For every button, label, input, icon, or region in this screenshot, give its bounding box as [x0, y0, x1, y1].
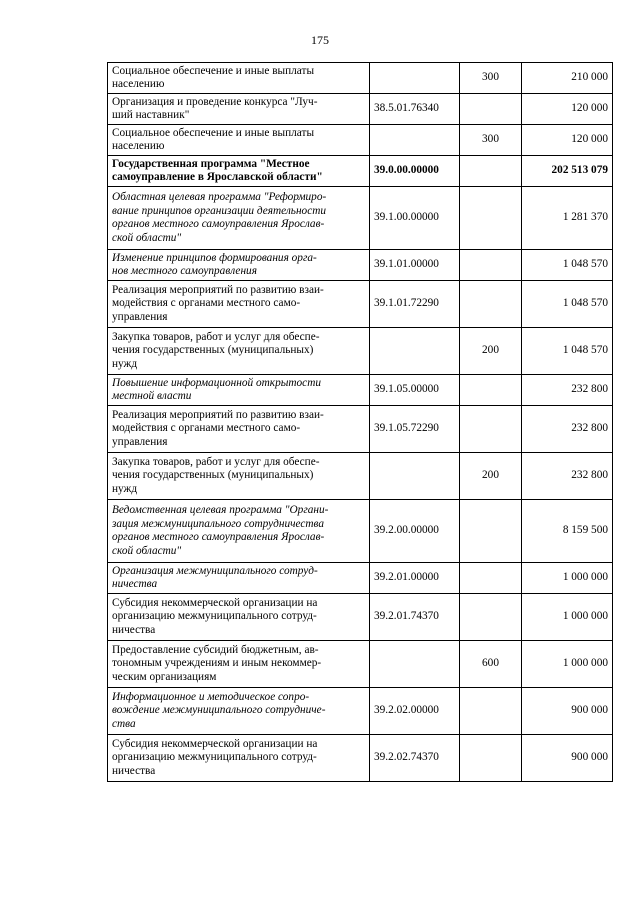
item-name-cell: [108, 281, 370, 328]
item-name-line: зация межмуниципального сотрудничества: [112, 517, 325, 530]
item-name-cell: [108, 594, 370, 641]
amount-cell: 232 800: [522, 406, 613, 453]
item-name-cell: [108, 125, 370, 156]
item-name-line: местной власти: [112, 390, 192, 402]
target-article-code-cell: 39.2.01.00000: [370, 563, 460, 594]
expense-type-cell: [460, 406, 522, 453]
target-article-code-cell: [370, 125, 460, 156]
expense-type-cell: [460, 375, 522, 406]
item-name-line: чения государственных (муниципальных): [112, 344, 314, 357]
table-row: [108, 187, 613, 250]
item-name-line: нов местного самоуправления: [112, 265, 257, 277]
expense-type-cell: [460, 281, 522, 328]
table-row: [108, 594, 613, 641]
amount-cell: 900 000: [522, 688, 613, 735]
item-name-cell: [108, 735, 370, 782]
expense-type-cell: 300: [460, 125, 522, 156]
item-name-line: управления: [112, 435, 168, 448]
target-article-code-cell: 39.1.05.72290: [370, 406, 460, 453]
item-name-line: нужд: [112, 482, 138, 495]
target-article-code-cell: 39.1.01.72290: [370, 281, 460, 328]
item-name-line: Реализация мероприятий по развитию взаи-: [112, 283, 324, 296]
item-name-line: ший наставник": [112, 109, 190, 121]
expense-type-cell: [460, 250, 522, 281]
item-name-line: ства: [112, 717, 136, 730]
item-name-cell: [108, 375, 370, 406]
table-row: [108, 688, 613, 735]
table-row: [108, 735, 613, 782]
amount-cell: 1 048 570: [522, 328, 613, 375]
item-name-cell: [108, 63, 370, 94]
amount-cell: 232 800: [522, 375, 613, 406]
item-name-line: Повышение информационной открытости: [112, 376, 322, 389]
page-number: 175: [311, 33, 329, 47]
budget-table-body: [108, 63, 613, 782]
expense-type-cell: 300: [460, 63, 522, 94]
item-name-line: Изменение принципов формирования орга-: [112, 251, 317, 264]
item-name-line: Социальное обеспечение и иные выплаты: [112, 64, 315, 77]
amount-cell: 1 000 000: [522, 563, 613, 594]
item-name-line: ничества: [112, 623, 156, 636]
target-article-code-cell: 39.2.02.00000: [370, 688, 460, 735]
expense-type-cell: [460, 94, 522, 125]
target-article-code-cell: [370, 328, 460, 375]
expense-type-cell: 200: [460, 453, 522, 500]
table-row: [108, 281, 613, 328]
item-name-cell: [108, 328, 370, 375]
expense-type-cell: 200: [460, 328, 522, 375]
expense-type-cell: 600: [460, 641, 522, 688]
table-row: [108, 156, 613, 187]
item-name-line: Информационное и методическое сопро-: [112, 690, 310, 703]
target-article-code-cell: [370, 453, 460, 500]
item-name-line: чения государственных (муниципальных): [112, 469, 314, 482]
item-name-line: нужд: [112, 357, 138, 370]
amount-cell: 1 000 000: [522, 594, 613, 641]
item-name-line: самоуправление в Ярославской области": [112, 171, 323, 183]
item-name-line: ской области": [112, 231, 182, 244]
table-row: [108, 250, 613, 281]
item-name-line: организацию межмуниципального сотруд-: [112, 610, 317, 623]
item-name-line: населению: [112, 78, 165, 90]
table-row: [108, 375, 613, 406]
amount-cell: 120 000: [522, 94, 613, 125]
amount-cell: 120 000: [522, 125, 613, 156]
target-article-code-cell: [370, 641, 460, 688]
item-name-cell: [108, 406, 370, 453]
item-name-line: Организация и проведение конкурса "Луч-: [112, 95, 318, 108]
expense-type-cell: [460, 156, 522, 187]
item-name-cell: [108, 563, 370, 594]
target-article-code-cell: 39.1.01.00000: [370, 250, 460, 281]
item-name-line: управления: [112, 310, 168, 323]
item-name-line: органов местного самоуправления Ярослав-: [112, 218, 325, 230]
expense-type-cell: [460, 594, 522, 641]
table-row: [108, 453, 613, 500]
amount-cell: 210 000: [522, 63, 613, 94]
item-name-line: Субсидия некоммерческой организации на: [112, 596, 318, 609]
item-name-cell: [108, 453, 370, 500]
table-row: [108, 641, 613, 688]
item-name-cell: [108, 94, 370, 125]
expense-type-cell: [460, 735, 522, 782]
target-article-code-cell: 39.2.02.74370: [370, 735, 460, 782]
target-article-code-cell: 38.5.01.76340: [370, 94, 460, 125]
table-row: [108, 94, 613, 125]
amount-cell: 8 159 500: [522, 500, 613, 563]
item-name-cell: [108, 500, 370, 563]
item-name-line: Закупка товаров, работ и услуг для обеспе-: [112, 330, 320, 343]
item-name-line: модействия с органами местного само-: [112, 297, 301, 310]
amount-cell: 1 048 570: [522, 250, 613, 281]
expense-type-cell: [460, 563, 522, 594]
amount-cell: 900 000: [522, 735, 613, 782]
item-name-line: Субсидия некоммерческой организации на: [112, 737, 318, 750]
item-name-line: модействия с органами местного само-: [112, 422, 301, 435]
item-name-cell: [108, 156, 370, 187]
item-name-line: населению: [112, 140, 165, 152]
item-name-line: ческим организациям: [112, 670, 217, 683]
item-name-line: органов местного самоуправления Ярослав-: [112, 531, 325, 543]
target-article-code-cell: 39.1.00.00000: [370, 187, 460, 250]
target-article-code-cell: 39.2.01.74370: [370, 594, 460, 641]
amount-cell: 232 800: [522, 453, 613, 500]
item-name-cell: [108, 641, 370, 688]
amount-cell: 1 000 000: [522, 641, 613, 688]
table-row: [108, 125, 613, 156]
item-name-line: Предоставление субсидий бюджетным, ав-: [112, 643, 319, 656]
table-row: [108, 406, 613, 453]
item-name-line: Закупка товаров, работ и услуг для обеспе-: [112, 455, 320, 468]
table-row: [108, 63, 613, 94]
table-row: [108, 328, 613, 375]
item-name-line: Ведомственная целевая программа "Органи-: [112, 504, 329, 516]
expense-type-cell: [460, 688, 522, 735]
target-article-code-cell: 39.2.00.00000: [370, 500, 460, 563]
item-name-line: ской области": [112, 544, 182, 557]
item-name-cell: [108, 187, 370, 250]
expense-type-cell: [460, 500, 522, 563]
item-name-cell: [108, 688, 370, 735]
amount-cell: 1 281 370: [522, 187, 613, 250]
item-name-line: организацию межмуниципального сотруд-: [112, 751, 317, 764]
target-article-code-cell: 39.0.00.00000: [370, 156, 460, 187]
item-name-line: Социальное обеспечение и иные выплаты: [112, 126, 315, 139]
target-article-code-cell: [370, 63, 460, 94]
budget-table: [107, 62, 613, 782]
item-name-cell: [108, 250, 370, 281]
item-name-line: Государственная программа "Местное: [112, 157, 310, 170]
item-name-line: ничества: [112, 764, 156, 777]
amount-cell: 202 513 079: [522, 156, 613, 187]
item-name-line: Организация межмуниципального сотруд-: [112, 564, 318, 577]
item-name-line: вание принципов организации деятельности: [112, 204, 327, 217]
table-row: [108, 500, 613, 563]
item-name-line: вождение межмуниципального сотрудниче-: [112, 704, 326, 717]
target-article-code-cell: 39.1.05.00000: [370, 375, 460, 406]
item-name-line: ничества: [112, 578, 158, 590]
item-name-line: тономным учреждениям и иным некоммер-: [112, 657, 322, 670]
table-row: [108, 563, 613, 594]
item-name-line: Областная целевая программа "Реформиро-: [112, 191, 327, 203]
expense-type-cell: [460, 187, 522, 250]
item-name-line: Реализация мероприятий по развитию взаи-: [112, 408, 324, 421]
amount-cell: 1 048 570: [522, 281, 613, 328]
